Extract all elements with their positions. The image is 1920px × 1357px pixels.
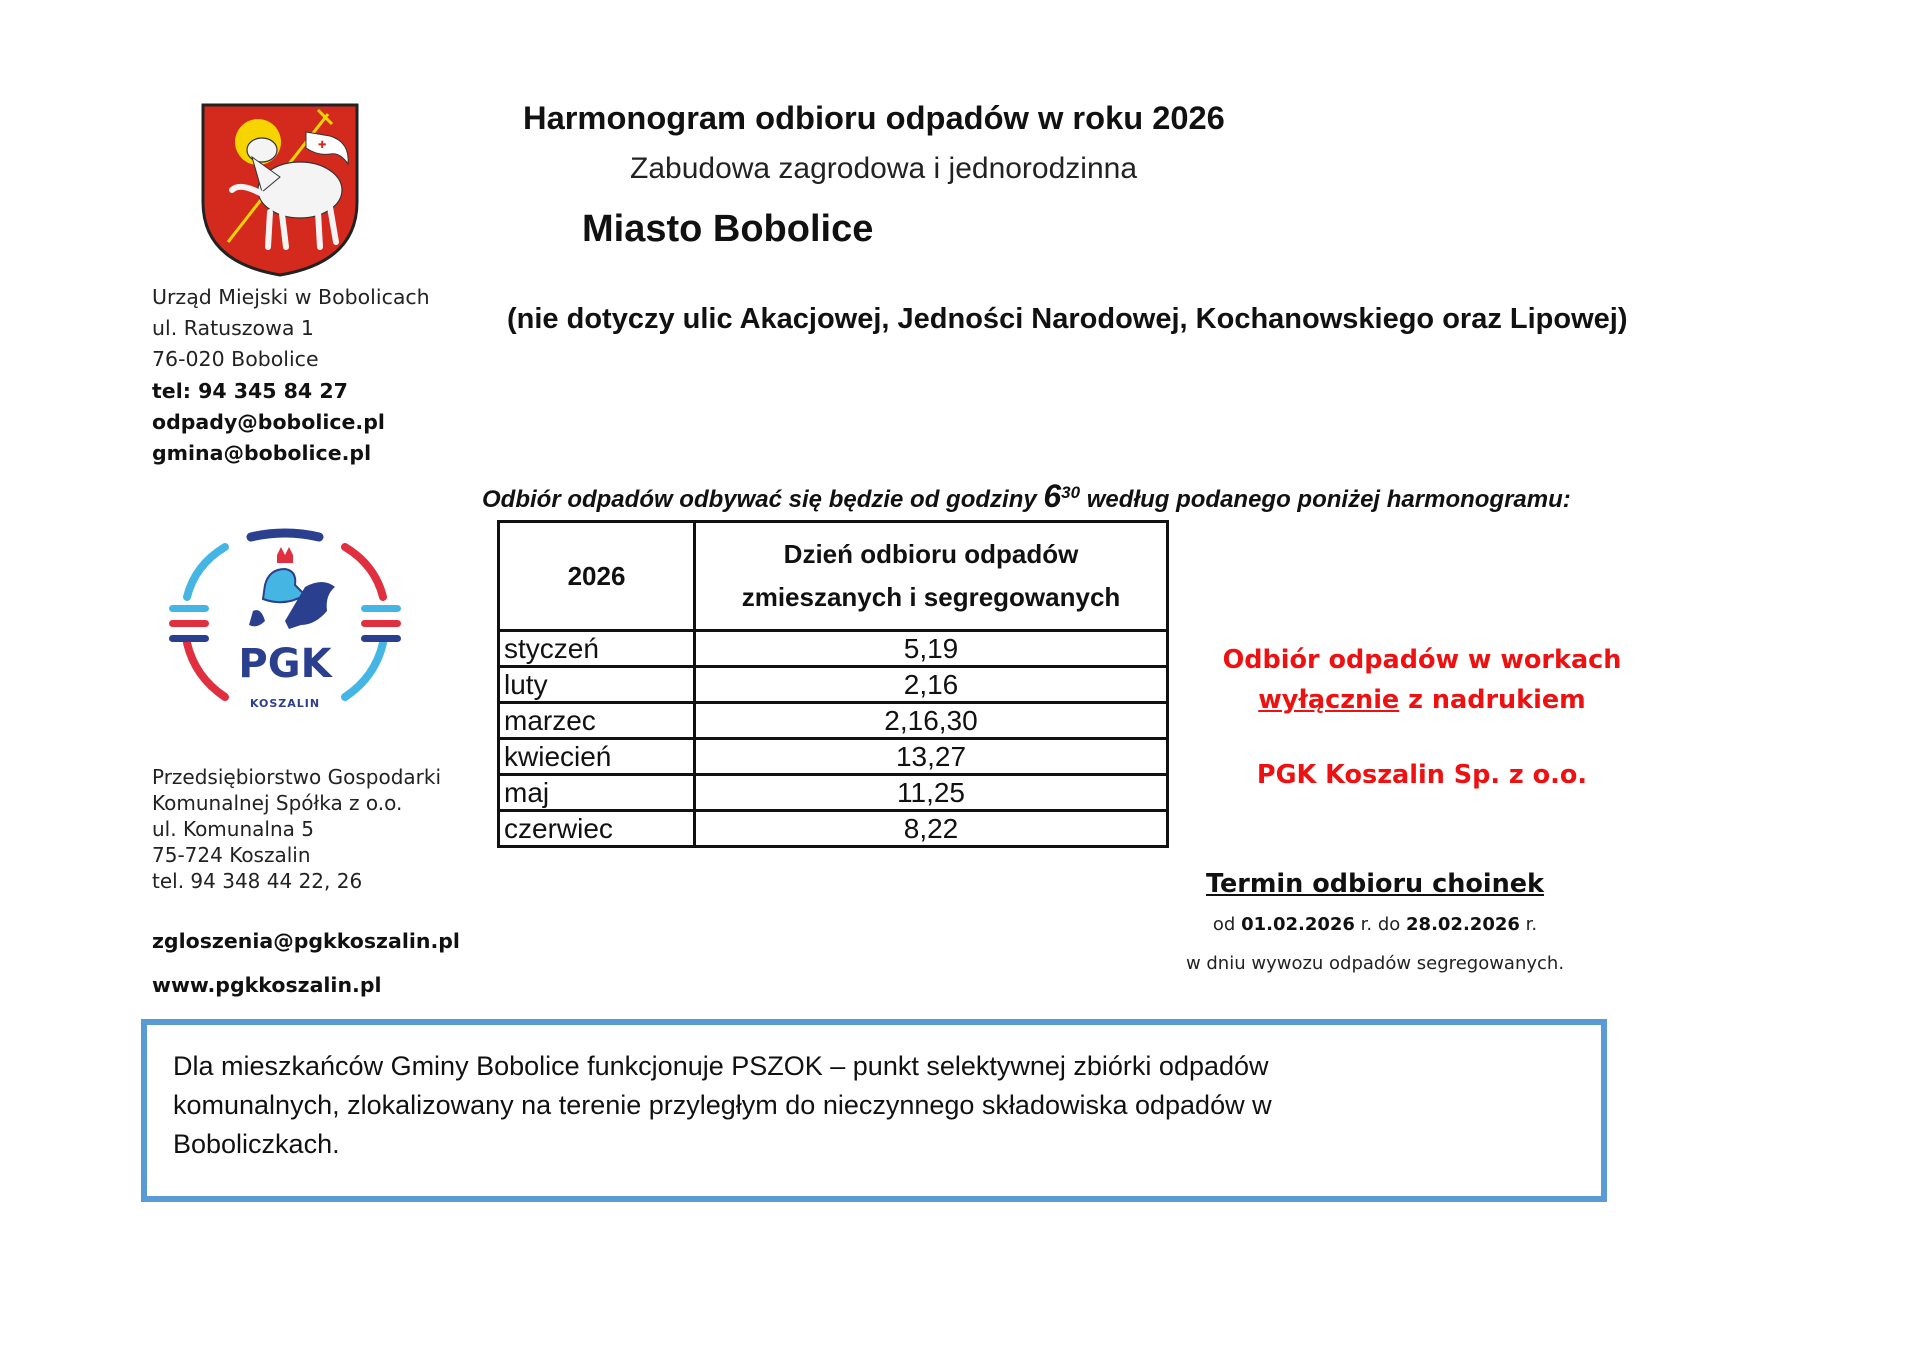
month-cell: marzec [499,703,695,739]
table-row [499,631,1168,667]
tree-mid-label: r. do [1354,914,1407,935]
month-cell: kwiecień [499,739,695,775]
office-email-gmina[interactable]: gmina@bobolice.pl [152,441,372,466]
pgk-line-5: tel. 94 348 44 22, 26 [152,869,363,893]
office-contact-block [152,282,430,469]
hours-minutes: 30 [1061,483,1081,502]
tree-pickup-note: w dniu wywozu odpadów segregowanych. [1185,953,1565,974]
hours-prefix: Odbiór odpadów odbywać się będzie od godziny [482,486,1044,513]
month-cell: maj [499,775,695,811]
svg-text:✚: ✚ [318,140,327,151]
tree-from-label: od [1212,914,1242,935]
days-cell: 11,25 [695,775,1168,811]
city-heading: Miasto Bobolice [582,208,874,250]
bags-notice-emphasis: wyłącznie [1258,685,1400,715]
exclusion-note: (nie dotyczy ulic Akacjowej, Jedności Narodowej, Kochanowskiego oraz Lipowej) [507,303,1628,335]
pgk-line-2: Komunalnej Spółka z o.o. [152,791,403,815]
pgk-line-4: 75-724 Koszalin [152,843,311,867]
days-cell: 13,27 [695,739,1168,775]
tree-to-date: 28.02.2026 [1406,914,1520,935]
schedule-table [497,520,1169,848]
table-row [499,667,1168,703]
bags-notice [1182,640,1662,720]
days-cell: 8,22 [695,811,1168,847]
table-row [499,811,1168,847]
bags-notice-company: PGK Koszalin Sp. z o.o. [1256,760,1588,790]
pgk-logo [165,525,405,720]
table-row [499,775,1168,811]
pgk-contact-block [152,764,441,894]
schedule-header-row [499,522,1168,631]
schedule-header-year: 2026 [499,522,695,631]
collection-hours-note [482,478,1571,515]
month-cell: czerwiec [499,811,695,847]
page-title: Harmonogram odbioru odpadów w roku 2026 [523,100,1225,136]
office-name: Urząd Miejski w Bobolicach [152,285,430,309]
coat-of-arms-icon [200,102,360,278]
pgk-logo-text: PGK [238,641,332,687]
pszok-text: Dla mieszkańców Gminy Bobolice funkcjonuje PSZOK – punkt selektywnej zbiórki odpadów komunalnych, zlokalizowany na terenie przyległym do nieczynnego składowiska odpadów w Boboliczkach. [173,1051,1272,1159]
table-row [499,703,1168,739]
tree-pickup-title: Termin odbioru choinek [1205,869,1545,899]
month-cell: styczeń [499,631,695,667]
page-subtitle: Zabudowa zagrodowa i jednorodzinna [630,152,1138,185]
days-cell: 5,19 [695,631,1168,667]
bags-notice-line-2-rest: z nadrukiem [1399,685,1586,715]
days-cell: 2,16,30 [695,703,1168,739]
tree-end-label: r. [1519,914,1538,935]
pgk-email-link[interactable]: zgloszenia@pgkkoszalin.pl [152,929,460,953]
schedule-header-line-1: Dzień odbioru odpadów [783,539,1079,569]
table-row [499,739,1168,775]
office-street: ul. Ratuszowa 1 [152,316,314,341]
pszok-info-box [141,1019,1607,1202]
pgk-logo-subtext: KOSZALIN [249,697,321,710]
office-phone: tel: 94 345 84 27 [152,378,348,403]
days-cell: 2,16 [695,667,1168,703]
office-postal: 76-020 Bobolice [152,347,319,372]
hours-suffix: według podanego poniżej harmonogramu: [1080,486,1571,513]
tree-from-date: 01.02.2026 [1241,914,1355,935]
bags-notice-line-2 [1182,680,1662,720]
pgk-line-3: ul. Komunalna 5 [152,817,314,841]
bags-notice-line-1: Odbiór odpadów w workach [1222,645,1622,675]
office-email-odpady[interactable]: odpady@bobolice.pl [152,409,385,434]
hours-hour: 6 [1043,478,1062,514]
schedule-header-line-2: zmieszanych i segregowanych [741,582,1121,612]
tree-pickup-dates [1150,914,1600,935]
pgk-website-link[interactable]: www.pgkkoszalin.pl [152,973,382,997]
schedule-header-days [695,522,1168,631]
month-cell: luty [499,667,695,703]
pgk-line-1: Przedsiębiorstwo Gospodarki [152,765,442,789]
